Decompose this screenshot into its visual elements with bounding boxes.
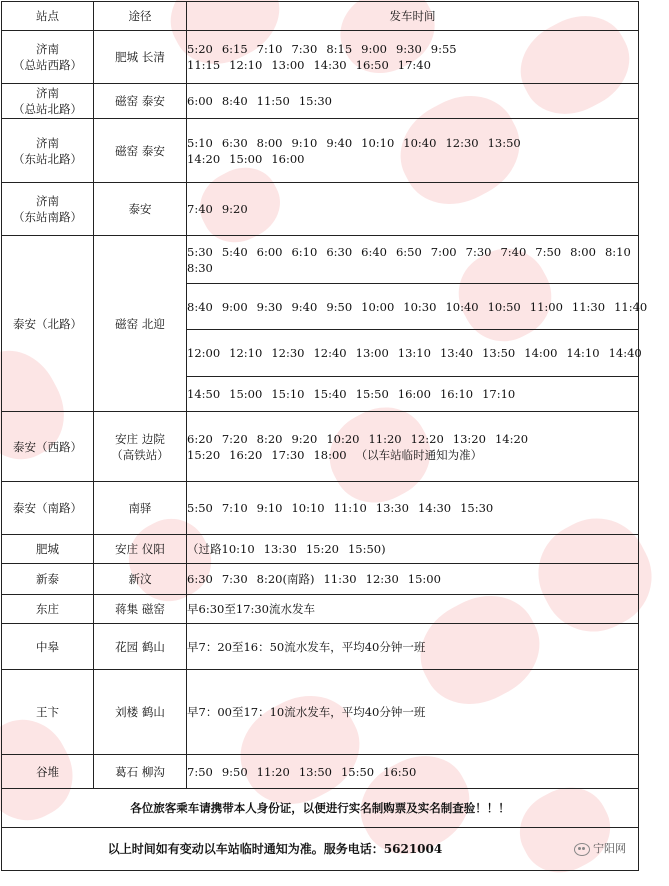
time-line — [187, 345, 642, 361]
departure-time: 10:10 — [291, 501, 325, 515]
route-name: 磁窑 泰安 — [115, 143, 165, 158]
departure-time: 9:20 — [221, 202, 248, 216]
departure-time: 13:00 — [271, 58, 305, 72]
schedule-row — [2, 412, 639, 482]
route-name: 泰安 — [128, 202, 152, 216]
header-departure: 发车时间 — [187, 2, 639, 31]
station-name: 泰安（北路） — [13, 316, 82, 331]
station-cell — [2, 31, 94, 84]
departure-time: 10:10 — [361, 135, 395, 150]
departure-time: 8:30 — [187, 260, 213, 275]
departure-time: 7:00 — [430, 244, 457, 259]
departure-time: 15:20 — [187, 447, 221, 462]
station-cell — [2, 84, 94, 119]
station-name: 东庄 — [36, 602, 59, 616]
departure-time: 8:40 — [187, 299, 213, 314]
header-row — [2, 2, 639, 31]
departure-time: 12:30 — [445, 135, 479, 150]
departure-time: 12:30 — [271, 346, 305, 360]
departure-time: 8:40 — [221, 94, 248, 108]
departure-time: 6:00 — [187, 94, 213, 108]
route-cell — [94, 624, 187, 670]
departure-time: 17:40 — [397, 58, 431, 72]
departure-time: 15:50 — [340, 764, 375, 779]
schedule-row — [2, 236, 639, 284]
departure-time: 15:00 — [407, 572, 441, 586]
times-cell — [187, 236, 639, 284]
source-badge — [574, 841, 626, 857]
station-name: 济南 — [36, 42, 59, 56]
departure-time: 5:10 — [187, 135, 213, 150]
departure-time: 16:00 — [397, 387, 431, 401]
departure-time: 17:10 — [482, 387, 516, 401]
header-station: 站点 — [2, 2, 94, 31]
departure-time: 13:10 — [397, 346, 431, 360]
schedule-row — [2, 482, 639, 535]
departure-time: 14:40 — [608, 346, 642, 360]
departure-time: 7:10 — [256, 42, 283, 56]
departure-time: 10:00 — [361, 299, 395, 314]
departure-time: 7:30 — [221, 572, 248, 586]
departure-time: 7:30 — [291, 42, 318, 56]
departure-time: 早7：20至16：50流水发车，平均40分钟一班 — [187, 639, 426, 654]
schedule-row — [2, 183, 639, 236]
departure-time: 16:00 — [271, 151, 305, 166]
times-cell — [187, 330, 642, 377]
route-name: 磁窑 泰安 — [115, 94, 165, 108]
departure-time: 13:50 — [487, 135, 521, 150]
station-name: 谷堆 — [36, 764, 59, 779]
departure-time: 7:40 — [187, 202, 213, 216]
station-name: （总站北路） — [13, 102, 82, 116]
departure-time: 9:40 — [326, 135, 353, 150]
times-cell — [187, 624, 639, 670]
station-name: 济南 — [36, 86, 59, 100]
departure-time: 8:15 — [326, 42, 353, 56]
route-name: 安庄 边院 — [115, 431, 165, 446]
departure-time: 6:40 — [361, 244, 387, 259]
departure-time: 9:30 — [395, 42, 422, 56]
wechat-icon — [574, 843, 590, 856]
departure-time: 15:50 — [355, 387, 389, 401]
route-cell — [94, 670, 187, 755]
route-cell — [94, 482, 187, 535]
route-cell — [94, 84, 187, 119]
departure-time: 7:30 — [465, 244, 492, 259]
departure-time: 11:00 — [529, 299, 563, 314]
departure-time: 9:20 — [291, 431, 318, 446]
time-line — [187, 601, 638, 617]
time-line — [187, 41, 638, 57]
station-cell — [2, 595, 94, 624]
schedule-row — [2, 119, 639, 183]
departure-time: 6:20 — [187, 431, 213, 446]
route-name: 蒋集 磁窑 — [115, 602, 165, 616]
times-cell — [187, 183, 639, 236]
times-cell — [187, 670, 639, 755]
station-name: （总站西路） — [13, 58, 82, 72]
departure-time: 9:50 — [326, 299, 353, 314]
route-name: 安庄 仪阳 — [115, 542, 165, 556]
time-line — [187, 764, 638, 780]
station-cell — [2, 670, 94, 755]
station-name: 肥城 — [36, 542, 59, 556]
route-name: 肥城 长清 — [115, 50, 165, 64]
time-line — [187, 299, 648, 315]
schedule-table — [1, 1, 648, 871]
footer-cell — [2, 828, 639, 871]
departure-time: 10:20 — [326, 431, 360, 446]
time-line — [187, 447, 638, 463]
notice-text: 各位旅客乘车请携带本人身份证，以便进行实名制购票及实名制查验！！！ — [2, 789, 639, 828]
footer-text: 以上时间如有变动以车站临时通知为准。服务电话：5621004 — [107, 842, 443, 856]
station-name: 中皋 — [36, 639, 59, 654]
departure-time: 13:50 — [482, 346, 516, 360]
station-cell — [2, 535, 94, 564]
departure-time: 11:40 — [614, 299, 648, 314]
departure-time: 14:50 — [187, 387, 221, 401]
departure-time: 16:10 — [439, 387, 474, 401]
departure-time: 12:10 — [229, 58, 263, 72]
departure-time: 7:20 — [221, 431, 248, 446]
header-route: 途径 — [94, 2, 187, 31]
departure-time: 6:50 — [395, 244, 422, 259]
station-cell — [2, 119, 94, 183]
route-cell — [94, 564, 187, 595]
departure-time: 10:50 — [487, 299, 521, 314]
station-name: 王卞 — [36, 705, 59, 719]
departure-time: 16:50 — [383, 764, 417, 779]
schedule-row — [2, 595, 639, 624]
departure-time: 早7：00至17：10流水发车，平均40分钟一班 — [187, 705, 426, 719]
station-name: 泰安（西路） — [13, 439, 82, 454]
departure-time: 10:30 — [403, 299, 437, 314]
departure-time: 16:50 — [355, 58, 389, 72]
route-cell — [94, 755, 187, 789]
route-name: 刘楼 鹤山 — [115, 705, 165, 719]
badge-label: 宁阳网 — [593, 842, 626, 855]
departure-time: 7:50 — [187, 764, 213, 779]
departure-time: 13:30 — [263, 542, 297, 556]
time-line — [187, 541, 638, 557]
times-cell — [187, 412, 639, 482]
route-name: 新汶 — [128, 572, 152, 586]
times-cell — [187, 377, 639, 412]
schedule-row — [2, 670, 639, 755]
departure-time: 18:00 — [313, 447, 347, 462]
departure-time: 11:20 — [368, 431, 402, 446]
departure-time: 9:40 — [291, 299, 318, 314]
station-name: （东站北路） — [13, 151, 82, 166]
departure-time: 11:50 — [256, 94, 290, 108]
departure-time: 12:10 — [229, 346, 263, 360]
departure-time: 14:20 — [187, 151, 221, 166]
station-name: 济南 — [36, 135, 59, 150]
departure-time: 13:30 — [375, 501, 409, 515]
departure-time: 8:00 — [256, 135, 283, 150]
station-cell — [2, 482, 94, 535]
departure-time: 15:00 — [229, 151, 263, 166]
time-line — [187, 500, 638, 516]
schedule-row — [2, 84, 639, 119]
departure-time: 11:30 — [323, 572, 357, 586]
departure-time: 14:00 — [524, 346, 558, 360]
station-name: 济南 — [36, 194, 59, 208]
time-line — [187, 201, 638, 217]
departure-time: 15:10 — [271, 387, 305, 401]
time-line — [187, 135, 638, 151]
departure-time: 15:20 — [305, 542, 339, 556]
times-cell — [187, 284, 648, 330]
schedule-row — [2, 31, 639, 84]
departure-time: 9:10 — [256, 501, 283, 515]
times-cell — [187, 119, 639, 183]
departure-time: 14:10 — [566, 346, 600, 360]
departure-time: 9:30 — [256, 299, 283, 314]
time-line — [187, 704, 638, 720]
route-cell — [94, 183, 187, 236]
station-cell — [2, 624, 94, 670]
departure-time: 6:00 — [256, 244, 283, 259]
route-cell — [94, 412, 187, 482]
departure-time: 5:20 — [187, 42, 213, 56]
route-name: 磁窑 北迎 — [115, 316, 165, 331]
station-cell — [2, 755, 94, 789]
times-cell — [187, 31, 639, 84]
departure-time: 11:10 — [333, 501, 367, 515]
departure-time: 13:40 — [439, 346, 474, 360]
route-name: （高铁站） — [111, 447, 169, 462]
departure-time: 12:30 — [365, 572, 399, 586]
time-line — [187, 260, 638, 276]
time-line — [187, 93, 638, 109]
departure-time: 15:30 — [460, 501, 494, 515]
departure-time: 15:00 — [229, 387, 263, 401]
departure-time: 9:00 — [361, 42, 387, 56]
route-cell — [94, 119, 187, 183]
departure-time: （过路10:10 — [187, 542, 255, 556]
departure-time: 14:30 — [417, 501, 452, 515]
departure-time: 13:00 — [355, 346, 389, 360]
times-cell — [187, 595, 639, 624]
departure-time: 5:50 — [187, 501, 213, 515]
route-cell — [94, 535, 187, 564]
schedule-row — [2, 564, 639, 595]
departure-time: 9:50 — [221, 764, 248, 779]
departure-time: 12:40 — [313, 346, 347, 360]
route-name: 葛石 柳沟 — [115, 764, 165, 779]
time-line — [187, 431, 638, 447]
departure-time: （以车站临时通知为准） — [355, 447, 483, 462]
route-name: 花园 鹤山 — [115, 639, 165, 654]
departure-time: 早6:30至17:30流水发车 — [187, 602, 315, 616]
departure-time: 10:40 — [403, 135, 437, 150]
times-cell — [187, 755, 639, 789]
departure-time: 6:15 — [221, 42, 248, 56]
departure-time: 8:10 — [604, 244, 631, 259]
time-line — [187, 571, 638, 587]
departure-time: 7:10 — [221, 501, 248, 515]
times-cell — [187, 84, 639, 119]
departure-time: 15:30 — [298, 94, 332, 108]
departure-time: 17:30 — [271, 447, 305, 462]
station-cell — [2, 183, 94, 236]
time-line — [187, 639, 638, 655]
station-name: 泰安（南路） — [13, 501, 82, 515]
route-name: 南驿 — [128, 501, 152, 515]
departure-time: 9:00 — [221, 299, 248, 314]
departure-time: 7:50 — [535, 244, 562, 259]
departure-time: 11:30 — [571, 299, 606, 314]
departure-time: 16:20 — [229, 447, 263, 462]
departure-time: 6:30 — [221, 135, 248, 150]
times-cell — [187, 482, 639, 535]
route-cell — [94, 236, 187, 412]
footer-row — [2, 828, 639, 871]
schedule-row — [2, 624, 639, 670]
time-line — [187, 386, 638, 402]
times-cell — [187, 535, 639, 564]
schedule-row — [2, 755, 639, 789]
station-cell — [2, 236, 94, 412]
departure-time: 13:50 — [298, 764, 332, 779]
departure-time: 5:30 — [187, 244, 213, 259]
time-line — [187, 57, 638, 73]
departure-time: 6:10 — [291, 244, 318, 259]
station-name: 新泰 — [36, 572, 59, 586]
departure-time: 13:20 — [452, 431, 486, 446]
time-line — [187, 244, 638, 260]
route-cell — [94, 595, 187, 624]
departure-time: 9:10 — [291, 135, 318, 150]
departure-time: 8:20 — [256, 431, 283, 446]
departure-time: 5:40 — [221, 244, 248, 259]
departure-time: 12:00 — [187, 346, 221, 360]
station-cell — [2, 564, 94, 595]
departure-time: 11:20 — [256, 764, 290, 779]
route-cell — [94, 31, 187, 84]
departure-time: 6:30 — [187, 572, 213, 586]
departure-time: 11:15 — [187, 58, 221, 72]
departure-time: 7:40 — [500, 244, 527, 259]
times-cell — [187, 564, 639, 595]
station-name: （东站南路） — [13, 210, 82, 224]
departure-time: 14:20 — [494, 431, 529, 446]
departure-time: 8:20(南路) — [256, 572, 315, 586]
station-cell — [2, 412, 94, 482]
notice-row — [2, 789, 639, 828]
departure-time: 10:40 — [445, 299, 479, 314]
schedule-row — [2, 535, 639, 564]
departure-time: 6:30 — [326, 244, 353, 259]
time-line — [187, 151, 638, 167]
departure-time: 14:30 — [313, 58, 347, 72]
departure-time: 15:50) — [347, 542, 386, 556]
departure-time: 15:40 — [313, 387, 347, 401]
departure-time: 8:00 — [570, 244, 596, 259]
departure-time: 12:20 — [410, 431, 444, 446]
departure-time: 9:55 — [430, 42, 457, 56]
